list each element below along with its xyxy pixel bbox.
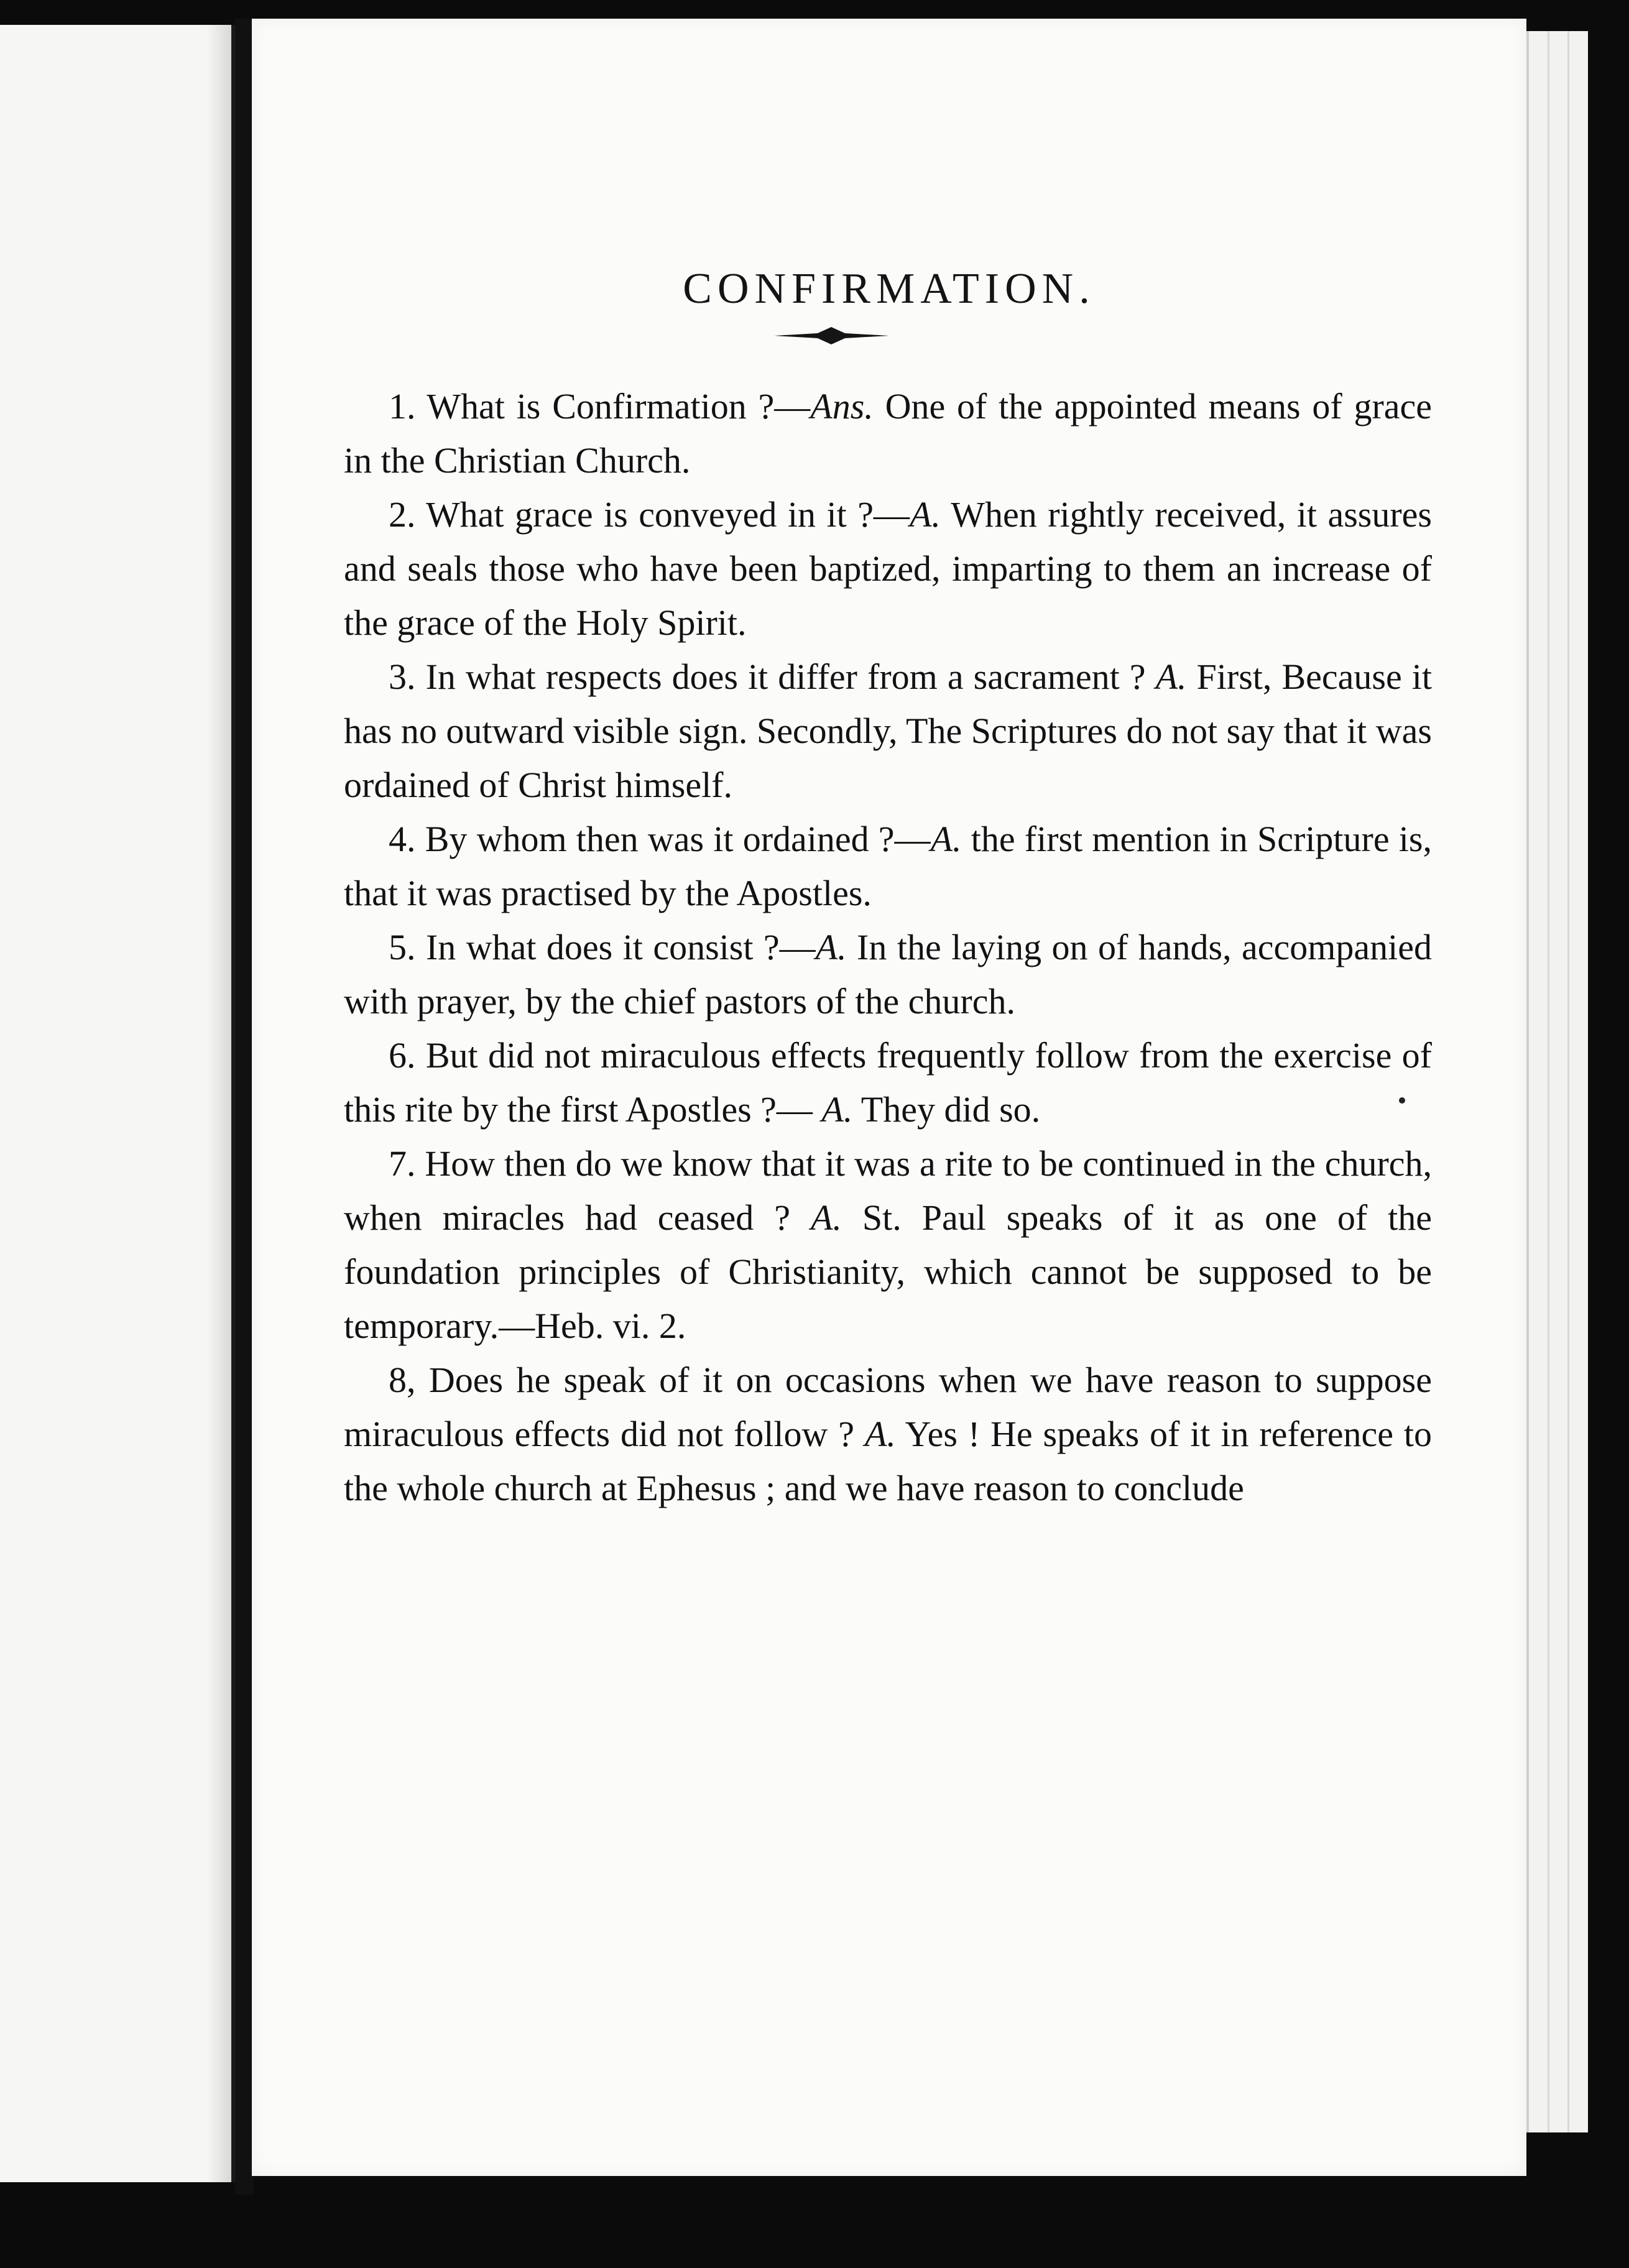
entry-answer-label: A. xyxy=(815,927,847,967)
entry-question: How then do we know that it was a rite to be continued in the church, when miracles had ceased ? xyxy=(344,1143,1433,1238)
entry-question: What grace is conveyed in it ?— xyxy=(425,494,910,535)
entry-answer-label: A. xyxy=(864,1414,896,1454)
entry-number: 4. xyxy=(389,819,416,859)
entry-answer: In the laying on of hands, accompanied with prayer, by the chief pastors of the church. xyxy=(344,927,1432,1021)
entry xyxy=(344,1353,1432,1515)
entry-number: 2. xyxy=(389,494,416,535)
entry-answer-label: A. xyxy=(909,494,941,535)
entry-number: 8, xyxy=(389,1360,416,1400)
entry-answer-label: A. xyxy=(1155,657,1187,697)
entry-number: 3. xyxy=(389,657,416,697)
entry-answer: the first mention in Scripture is, that it was practised by the Apostles. xyxy=(344,819,1432,913)
entry-answer: When rightly received, it assures and seals those who have been baptized, imparting to them an increase of the grace of the Holy Spirit. xyxy=(344,494,1432,643)
entry-answer: One of the appointed means of grace in the Christian Church. xyxy=(344,386,1433,481)
entry xyxy=(344,487,1432,650)
ink-speck xyxy=(1399,1097,1405,1104)
entry xyxy=(344,650,1432,812)
left-facing-page xyxy=(0,25,235,2182)
entry-question: Does he speak of it on occasions when we have reason to suppose miraculous effects did not follow ? xyxy=(344,1360,1433,1454)
entry-answer-label: A. xyxy=(930,819,962,859)
entry-question: By whom then was it ordained ?— xyxy=(425,819,931,859)
entry-answer: St. Paul speaks of it as one of the foundation principles of Christianity, which cannot be supposed to be temporary.—Heb. vi. 2. xyxy=(344,1197,1433,1346)
page-title: CONFIRMATION. xyxy=(683,265,1096,313)
entry-answer: First, Because it has no outward visible sign. Secondly, The Scriptures do not say that it was ordained of Christ himself. xyxy=(344,657,1432,805)
entry-answer-label: Ans. xyxy=(810,386,874,426)
entry-question: In what respects does it differ from a sacrament ? xyxy=(425,657,1156,697)
entry-question: But did not miraculous effects frequently follow from the exercise of this rite by the first Apostles ?— xyxy=(344,1035,1432,1130)
edge-line xyxy=(1548,31,1549,2132)
book-page xyxy=(252,19,1526,2176)
entry-number: 7. xyxy=(389,1143,416,1184)
entry-number: 5. xyxy=(389,927,416,967)
entry-answer: Yes ! He speaks of it in reference to the whole church at Ephesus ; and we have reason to conclude xyxy=(344,1414,1432,1508)
entry-answer-label: A. xyxy=(821,1089,853,1130)
page-fore-edge xyxy=(1526,31,1588,2132)
entry xyxy=(344,812,1432,920)
title-ornament xyxy=(774,325,889,347)
entry-number: 1. xyxy=(389,386,416,426)
page-gutter xyxy=(235,19,254,2195)
entry xyxy=(344,1136,1432,1353)
entry-number: 6. xyxy=(389,1035,416,1076)
entry xyxy=(344,1028,1432,1136)
entry-question: What is Confirmation ?— xyxy=(427,386,811,426)
spine-shadow xyxy=(206,25,231,2182)
entry xyxy=(344,379,1432,487)
entry-answer: They did so. xyxy=(852,1089,1041,1130)
catechism-text xyxy=(344,379,1432,1515)
entry-question: In what does it consist ?— xyxy=(425,927,816,967)
entry-answer-label: A. xyxy=(810,1197,842,1238)
entry xyxy=(344,920,1432,1028)
edge-line xyxy=(1567,31,1569,2132)
